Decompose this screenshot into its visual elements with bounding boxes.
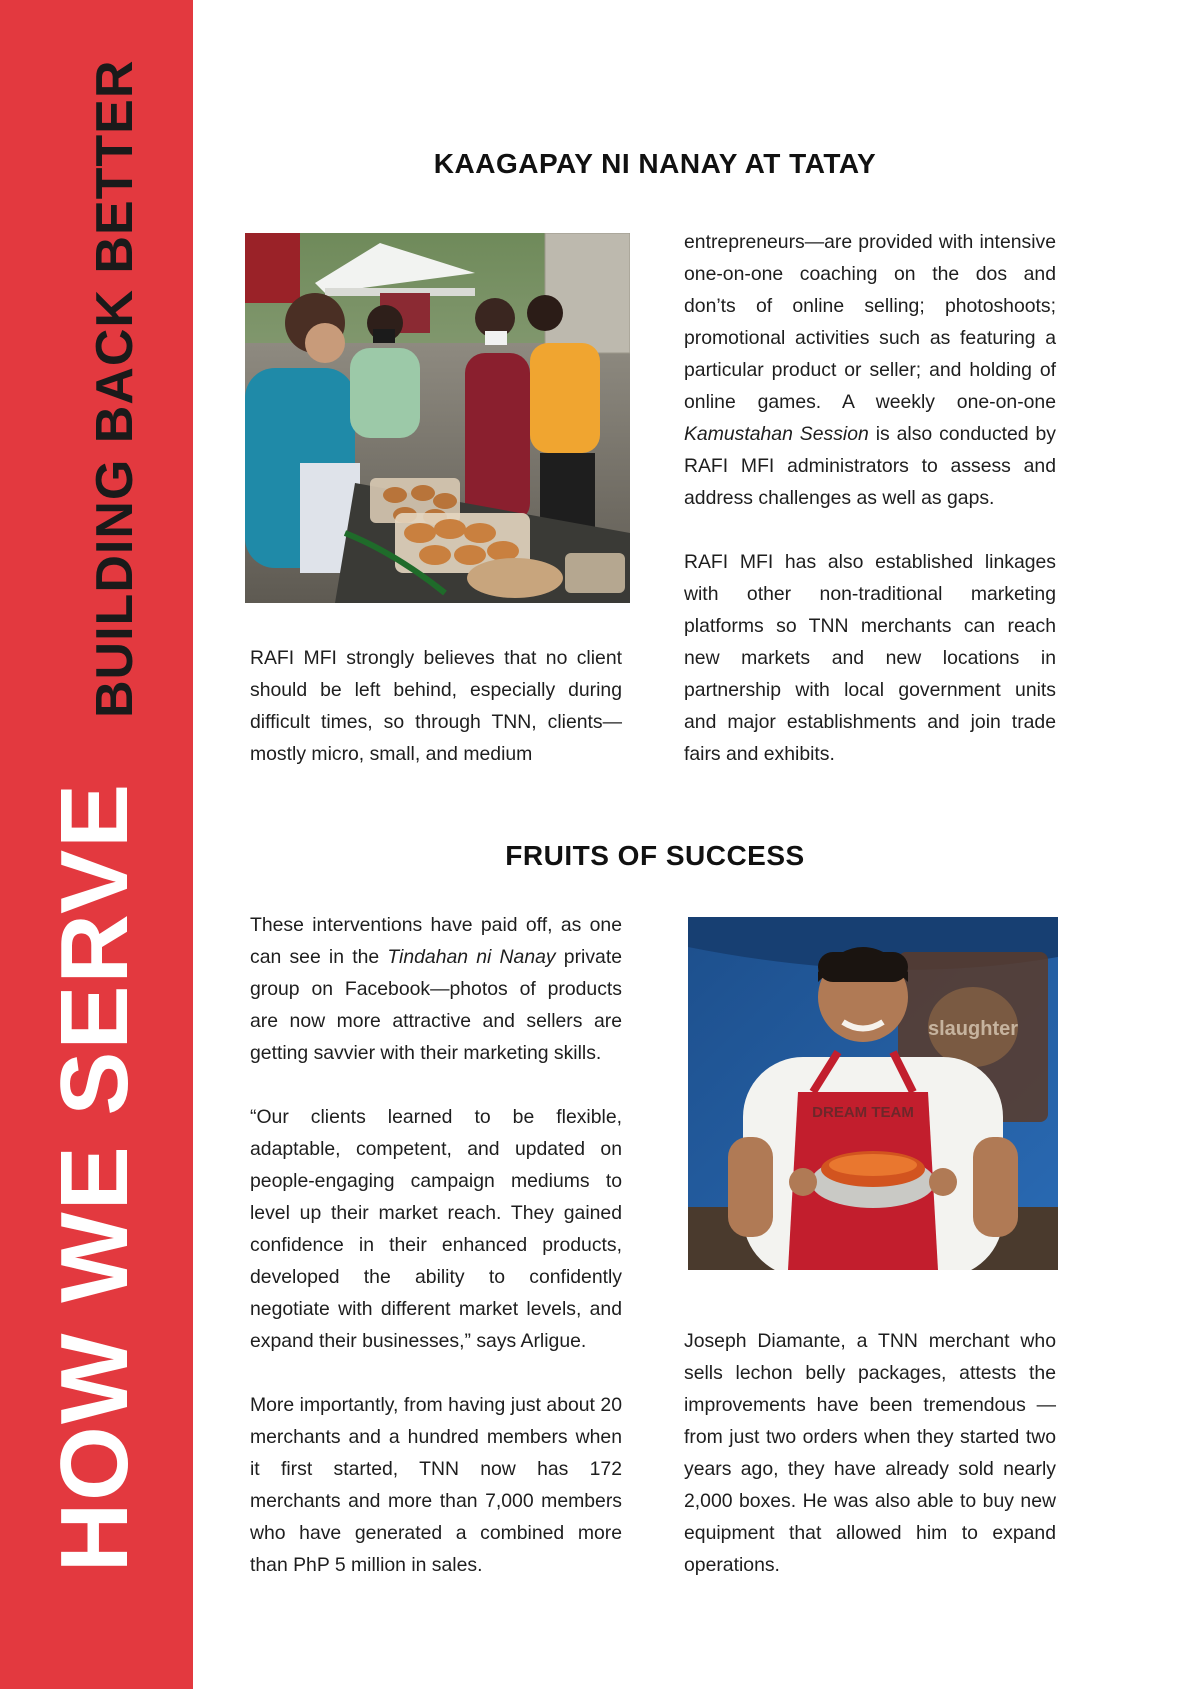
paragraph-rafi-believes: RAFI MFI strongly believes that no client should be left behind, especially during difficult times, so through TNN, clients—mostly micro, small, and medium <box>250 647 622 765</box>
paragraph-entrepreneurs-coaching: entrepreneurs—are provided with intensive one-on-one coaching on the dos and don’ts of online selling; photoshoots; promotional activities such as featuring a particular product or seller; and holding of online games. A weekly one-on-one Kamustahan Session is also conducted by RAFI MFI administrators to assess and address challenges as well as gaps. <box>684 231 1056 509</box>
section-title: HOW WE SERVE <box>41 781 148 1573</box>
apron-text: DREAM TEAM <box>812 1104 914 1121</box>
heading-kaagapay: KAAGAPAY NI NANAY AT TATAY <box>433 148 877 179</box>
svg-text:slaughter: slaughter <box>927 1018 1019 1040</box>
paragraph-joseph-diamante: Joseph Diamante, a TNN merchant who sells lechon belly packages, attests the improvements have been tremendous —from just two orders when they started two years ago, they have already sold nearly 2,000 boxes. He was also able to buy new equipment that allowed him to expand operations. <box>684 1330 1056 1576</box>
paragraph-linkages: RAFI MFI has also established linkages with other non-traditional marketing platforms so TNN merchants can reach new markets and new locations in partnership with local government units and major establishments and join trade fairs and exhibits. <box>684 551 1056 765</box>
photo-market-stall <box>245 233 630 603</box>
sidebar-band <box>0 0 193 1689</box>
paragraph-interventions: These interventions have paid off, as one can see in the Tindahan ni Nanay private group on Facebook—photos of products are now more attractive and sellers are getting savvier with their marketing skills. <box>250 914 623 1064</box>
paragraph-merchants-growth: More importantly, from having just about 20 merchants and a hundred members when it first started, TNN now has 172 merchants and more than 7,000 members who have generated a combined more than PhP 5 million in sales. <box>250 1394 622 1576</box>
photo-merchant-joseph <box>688 917 1058 1270</box>
section-subtitle: BUILDING BACK BETTER <box>86 59 144 718</box>
paragraph-quote-arligue: “Our clients learned to be flexible, adaptable, competent, and updated on people-engaging campaign mediums to level up their market reach. They gained confidence in their enhanced products, developed the ability to confidently negotiate with different market levels, and expand their businesses,” says Arligue. <box>250 1106 622 1352</box>
heading-fruits-of-success: FRUITS OF SUCCESS <box>505 840 805 871</box>
